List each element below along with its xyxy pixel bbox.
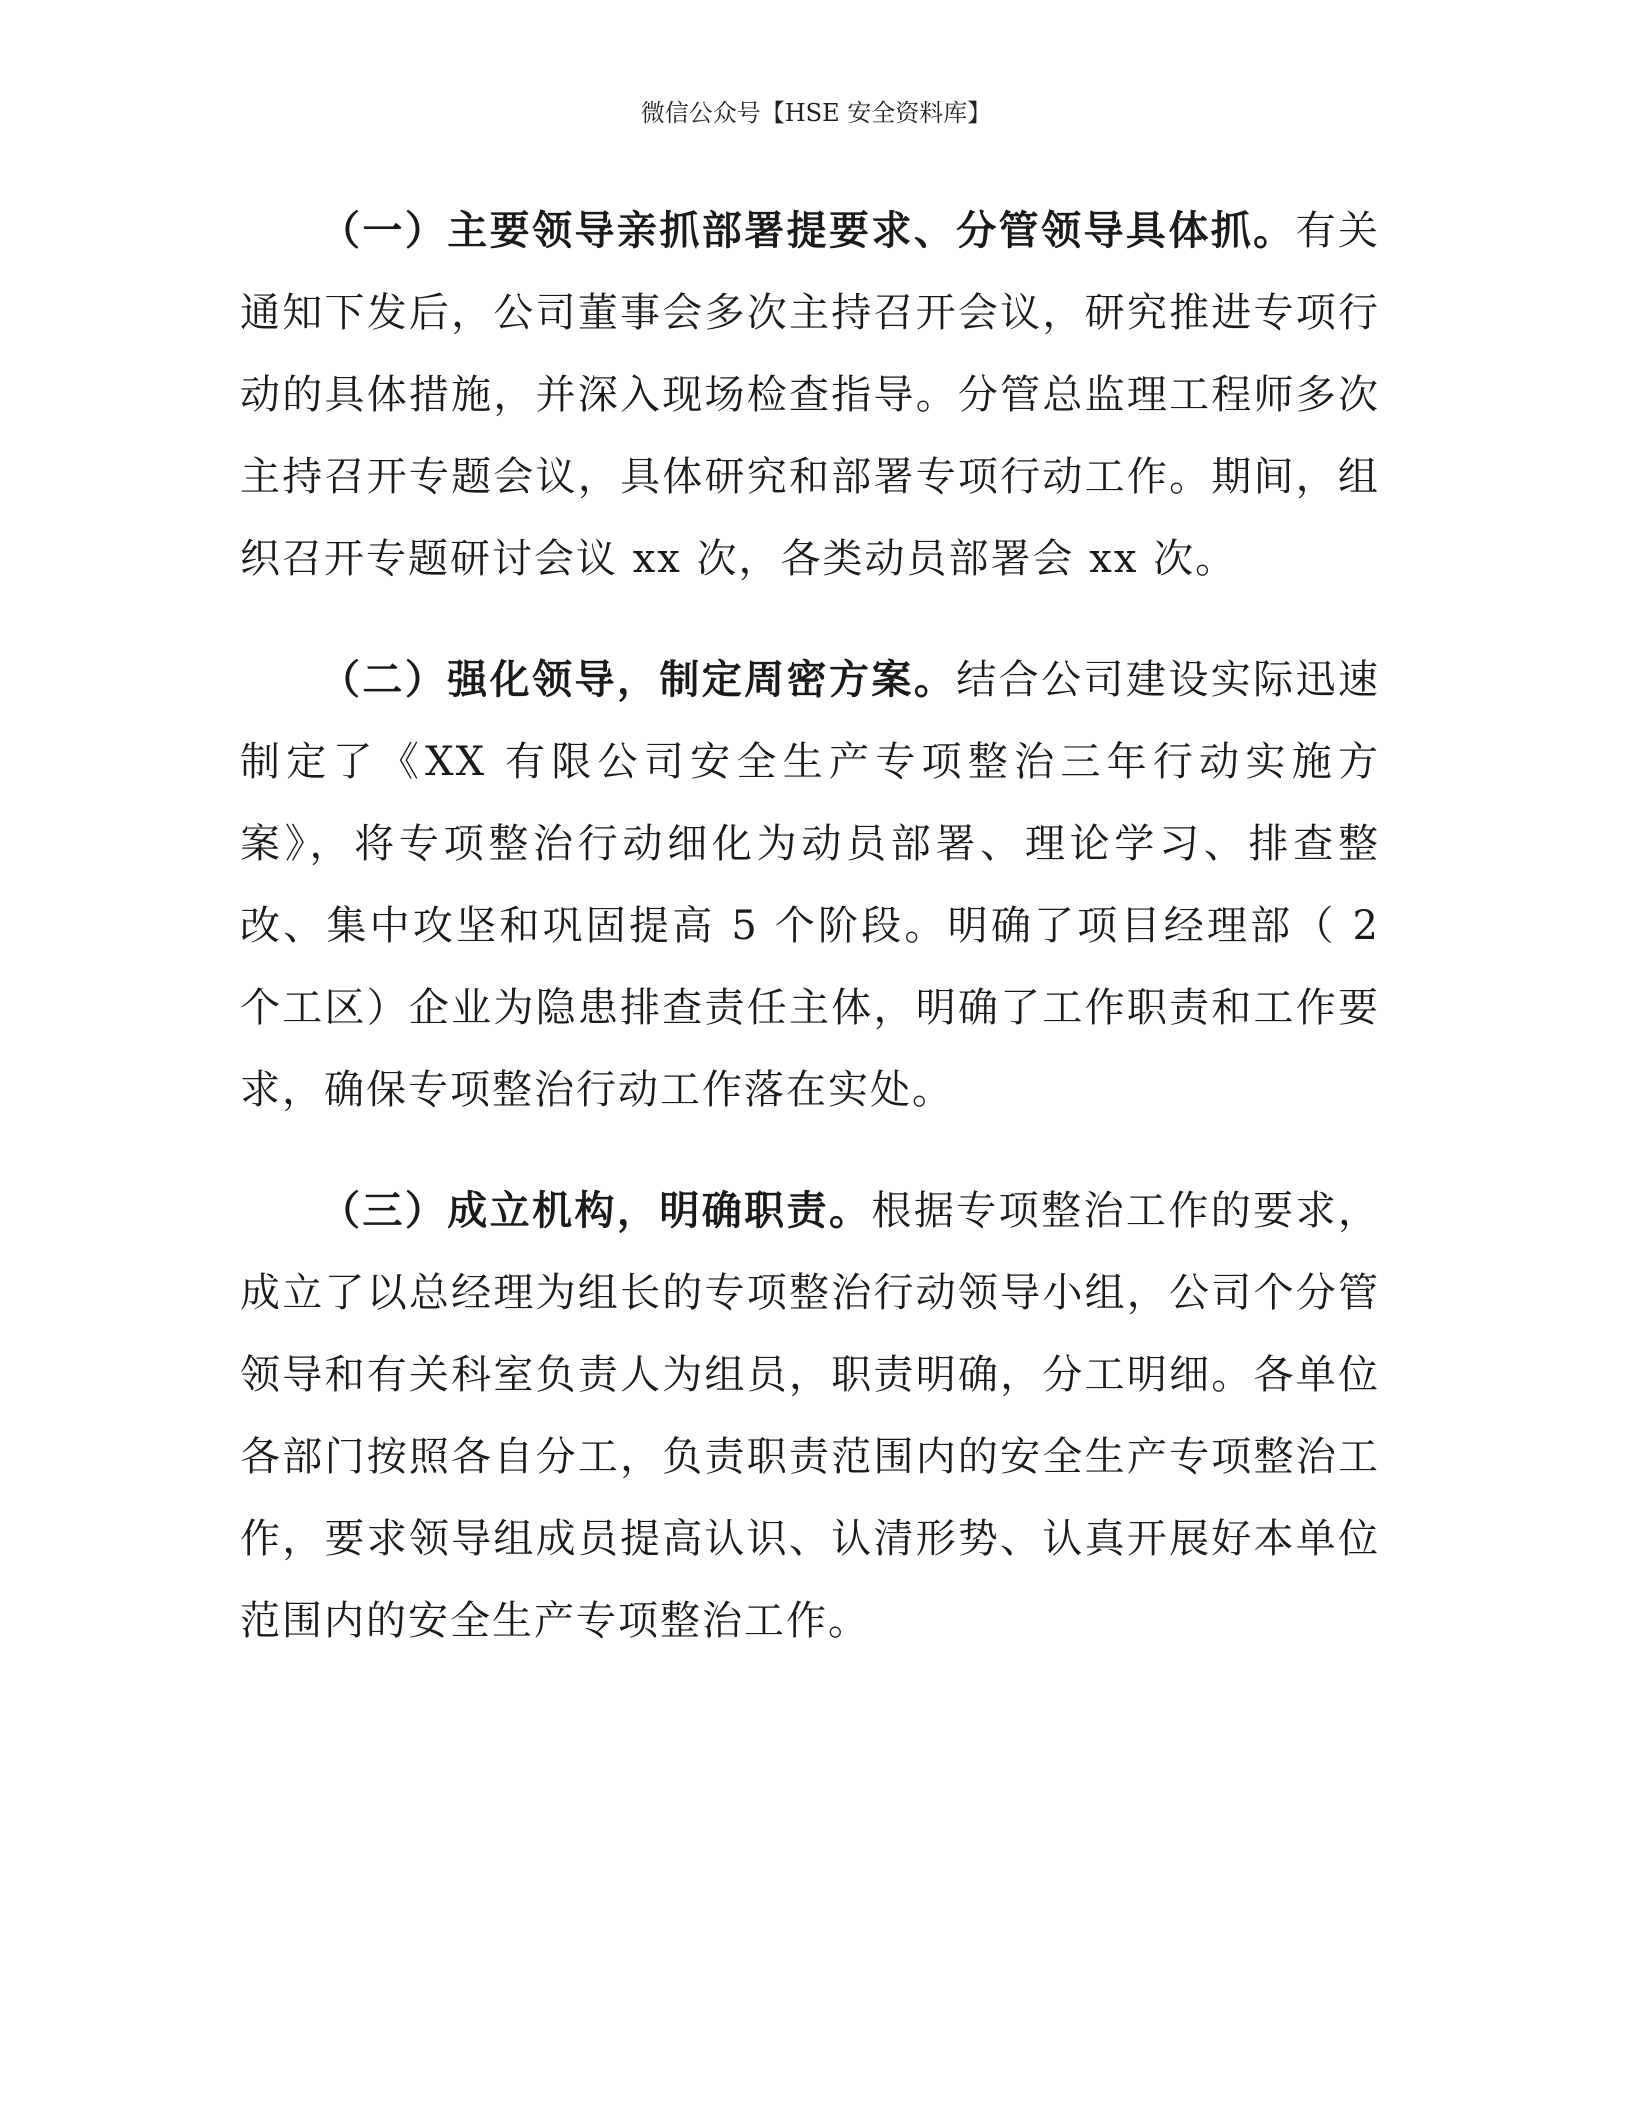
document-body — [240, 190, 1380, 1701]
paragraph-heading: （三）成立机构，明确职责。 — [320, 1187, 872, 1234]
paragraph-text: 根据专项整治工作的要求，成立了以总经理为组长的专项整治行动领导小组，公司个分管领导和有关科室负责人为组员，职责明确，分工明细。各单位各部门按照各自分工，负责职责范围内的安全生产专项整治工作，要求领导组成员提高认识、认清形势、认真开展好本单位范围内的安全生产专项整治工作。 — [240, 1188, 1381, 1644]
page-header: 微信公众号【HSE 安全资料库】 — [640, 99, 992, 127]
paragraph-1 — [240, 190, 1380, 600]
paragraph-text: 结合公司建设实际迅速制定了《XX 有限公司安全生产专项整治三年行动实施方案》，将专项整治行动细化为动员部署、理论学习、排查整改、集中攻坚和巩固提高 5 个阶段。明确了项目经理部（ 2 个工区）企业为隐患排查责任主体，明确了工作职责和工作要求，确保专项整治行动工作落在实处。 — [240, 657, 1380, 1113]
paragraph-heading: （一）主要领导亲抓部署提要求、分管领导具体抓。 — [320, 207, 1296, 254]
paragraph-heading: （二）强化领导，制定周密方案。 — [320, 656, 957, 703]
paragraph-3 — [240, 1170, 1380, 1662]
paragraph-text: 有关通知下发后，公司董事会多次主持召开会议，研究推进专项行动的具体措施，并深入现场检查指导。分管总监理工程师多次主持召开专题会议，具体研究和部署专项行动工作。期间，组织召开专题研讨会议 xx 次，各类动员部署会 xx 次。 — [240, 208, 1381, 582]
paragraph-2 — [240, 639, 1380, 1131]
